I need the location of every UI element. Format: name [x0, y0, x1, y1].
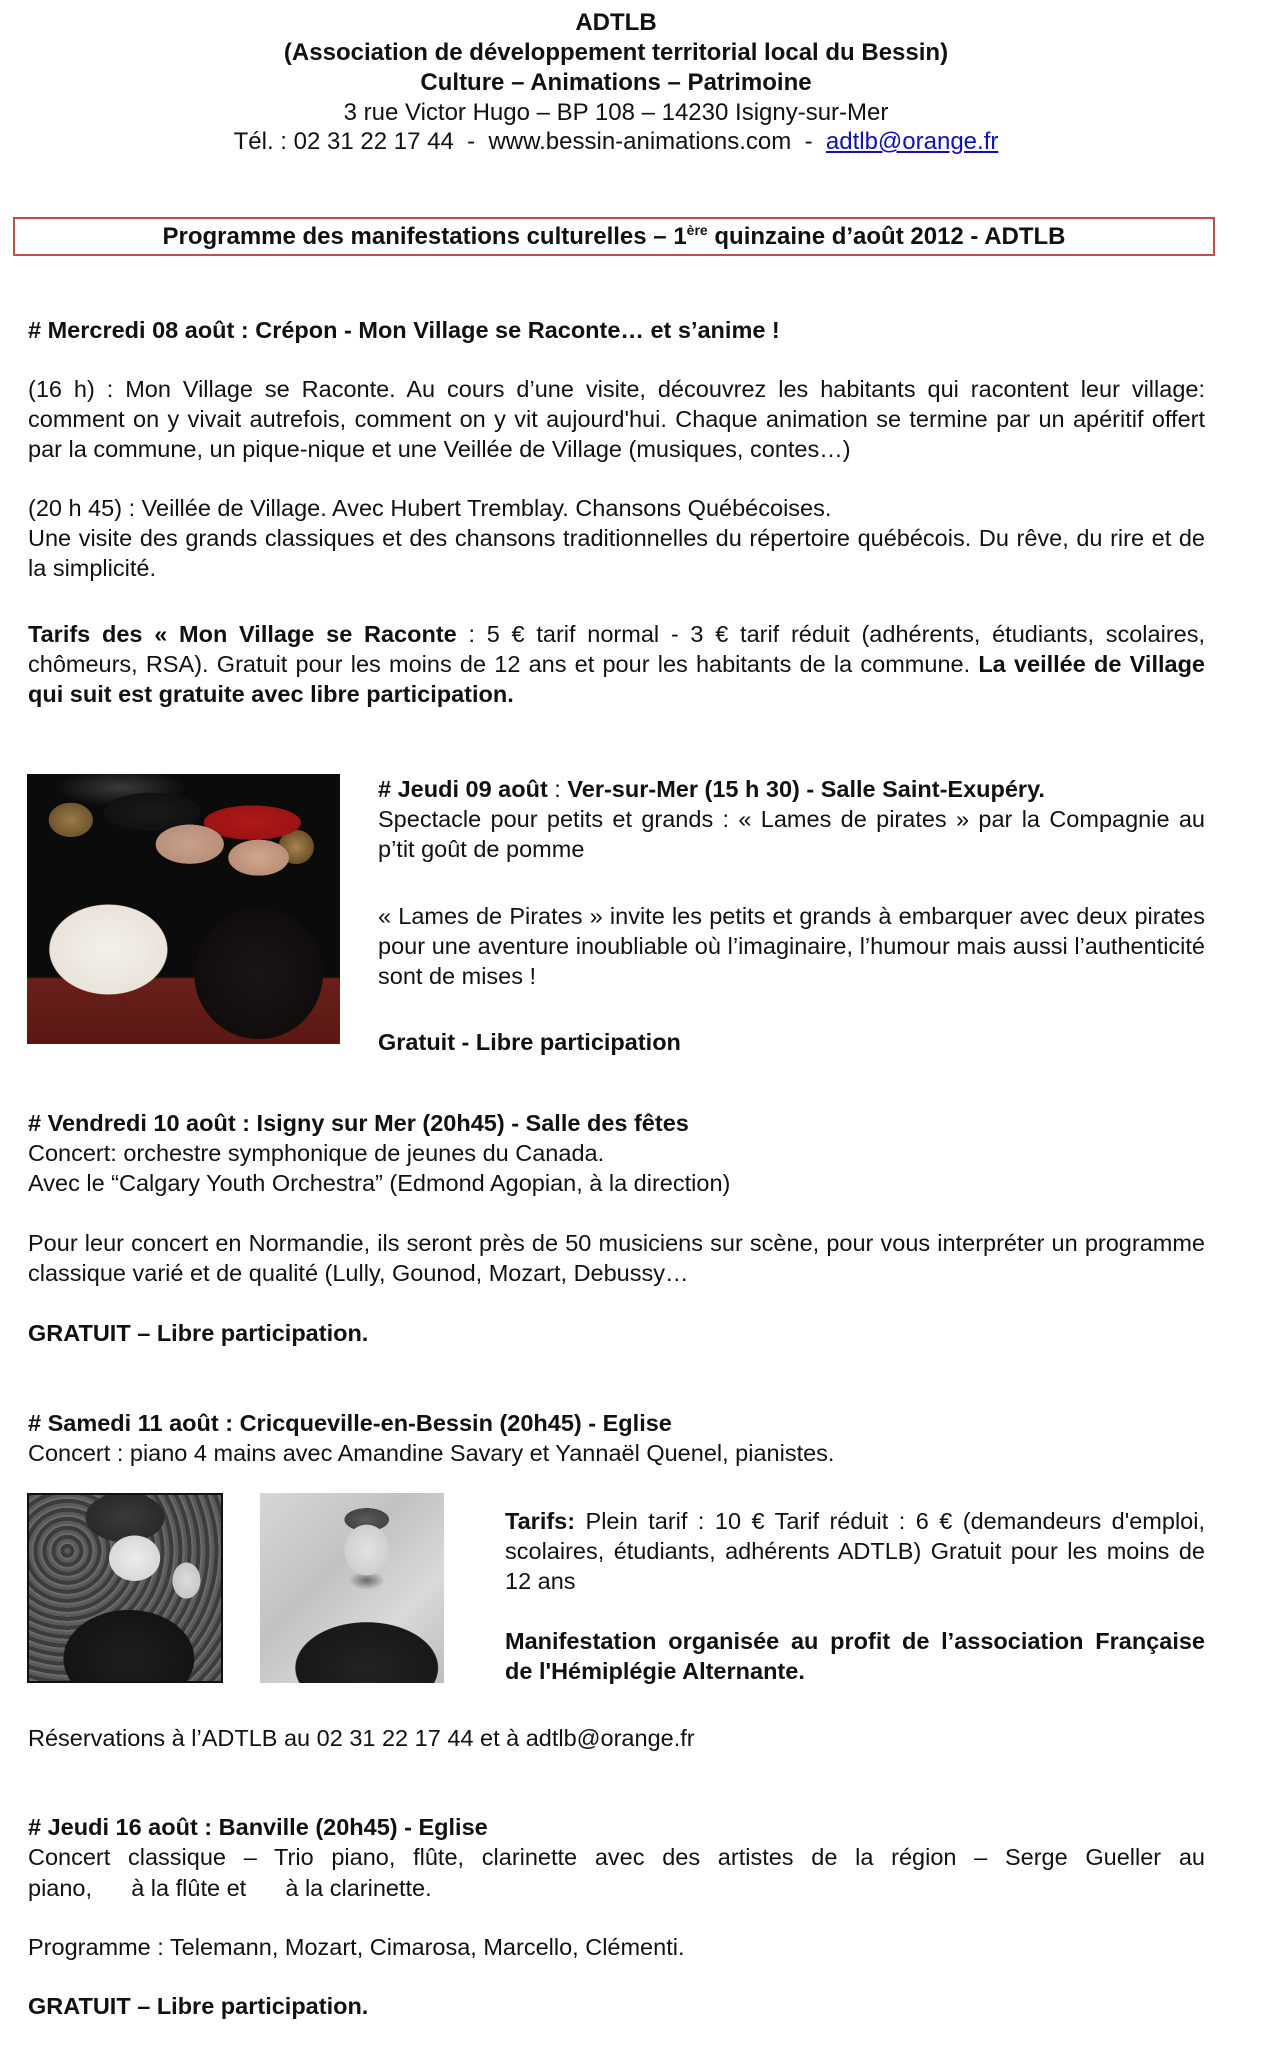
event-performers: piano, à la flûte et à la clarinette. — [28, 1875, 432, 1901]
event-tarifs — [28, 619, 1205, 709]
event-line-1: Concert: orchestre symphonique de jeunes du Canada. — [28, 1140, 605, 1166]
title-superscript: ère — [686, 222, 708, 238]
event-date: # Jeudi 09 août — [378, 776, 548, 802]
event-price: GRATUIT – Libre participation. — [28, 1993, 369, 2019]
org-address: 3 rue Victor Hugo – BP 108 – 14230 Isigny-sur-Mer — [343, 99, 889, 126]
event-description: Spectacle pour petits et grands : « Lames de pirates » par la Compagnie au p’tit goût de pomme — [378, 806, 1205, 862]
pianist-photo-woman — [27, 1493, 223, 1683]
event-programme: Programme : Telemann, Mozart, Cimarosa, Marcello, Clémenti. — [28, 1934, 685, 1960]
tarifs-label: Tarifs des « Mon Village se Raconte — [28, 621, 457, 647]
event-line-2: Avec le “Calgary Youth Orchestra” (Edmond Agopian, à la direction) — [28, 1170, 731, 1196]
pirates-photo — [27, 774, 340, 1044]
org-name: ADTLB — [575, 9, 657, 36]
title-text-start: Programme des manifestations culturelles – 1 — [162, 223, 687, 250]
org-tagline: Culture – Animations – Patrimoine — [420, 69, 812, 96]
event-evening-description: Une visite des grands classiques et des chansons traditionnelles du répertoire québécois. Du rêve, du rire et de la simplicité. — [28, 525, 1205, 581]
heading-separator: : — [547, 776, 568, 802]
title-text-end: quinzaine d’août 2012 - ADTLB — [707, 223, 1066, 250]
tarifs-text: : 5 € tarif normal - 3 € tarif réduit (adhérents, étudiants, scolaires, chômeurs, RSA). Gratuit pour les moins de 12 ans et pour les habitants de la commune. — [28, 621, 1205, 677]
event-evening-line: (20 h 45) : Veillée de Village. Avec Hubert Tremblay. Chansons Québécoises. — [28, 495, 832, 521]
tarifs-text: Plein tarif : 10 € Tarif réduit : 6 € (demandeurs d'emploi, scolaires, étudiants, adhérents ADTLB) Gratuit pour les moins de 12 ans — [505, 1508, 1205, 1594]
event-description: Concert classique – Trio piano, flûte, clarinette avec des artistes de la région – Serge Gueller au — [28, 1844, 1205, 1870]
event-description: Pour leur concert en Normandie, ils seront près de 50 musiciens sur scène, pour vous interpréter un programme classique varié et de qualité (Lully, Gounod, Mozart, Debussy… — [28, 1230, 1205, 1286]
event-line-1: Concert : piano 4 mains avec Amandine Savary et Yannaël Quenel, pianistes. — [28, 1440, 835, 1466]
tarifs-label: Tarifs: — [505, 1508, 576, 1534]
org-full-name: (Association de développement territorial local du Bessin) — [283, 39, 949, 66]
event-heading: # Samedi 11 août : Cricqueville-en-Bessin (20h45) - Eglise — [28, 1410, 672, 1436]
event-details: « Lames de Pirates » invite les petits et grands à embarquer avec deux pirates pour une aventure inoubliable où l’imaginaire, l’humour mais aussi l’authenticité sont de mises ! — [378, 903, 1205, 989]
org-contact — [0, 127, 1232, 157]
event-heading — [378, 774, 1045, 804]
contact-phone-website: Tél. : 02 31 22 17 44 - www.bessin-animations.com - — [233, 128, 826, 155]
event-heading: # Mercredi 08 août : Crépon - Mon Village se Raconte… et s’anime ! — [28, 317, 780, 343]
programme-title-box — [13, 217, 1215, 256]
event-price: GRATUIT – Libre participation. — [28, 1320, 369, 1346]
event-heading: # Vendredi 10 août : Isigny sur Mer (20h45) - Salle des fêtes — [28, 1110, 689, 1136]
tarifs-free-note: La veillée de Village qui suit est gratuite avec libre participation. — [28, 651, 1205, 707]
event-heading: # Jeudi 16 août : Banville (20h45) - Eglise — [28, 1814, 488, 1840]
event-price: Gratuit - Libre participation — [378, 1029, 681, 1055]
email-link[interactable]: adtlb@orange.fr — [825, 128, 999, 155]
event-benefit: Manifestation organisée au profit de l’association Française de l'Hémiplégie Alternante. — [505, 1628, 1205, 1684]
pianist-photo-man — [260, 1493, 444, 1683]
event-venue: Ver-sur-Mer (15 h 30) - Salle Saint-Exupéry. — [567, 776, 1045, 802]
event-reservations: Réservations à l’ADTLB au 02 31 22 17 44 et à adtlb@orange.fr — [28, 1725, 695, 1751]
event-tarifs — [505, 1506, 1205, 1596]
event-description: (16 h) : Mon Village se Raconte. Au cours d’une visite, découvrez les habitants qui racontent leur village: comment on y vivait autrefois, comment on y vit aujourd'hui. Chaque animation se termine par un apéritif offert par la commune, un pique-nique et une Veillée de Village (musiques, contes…) — [28, 376, 1205, 462]
